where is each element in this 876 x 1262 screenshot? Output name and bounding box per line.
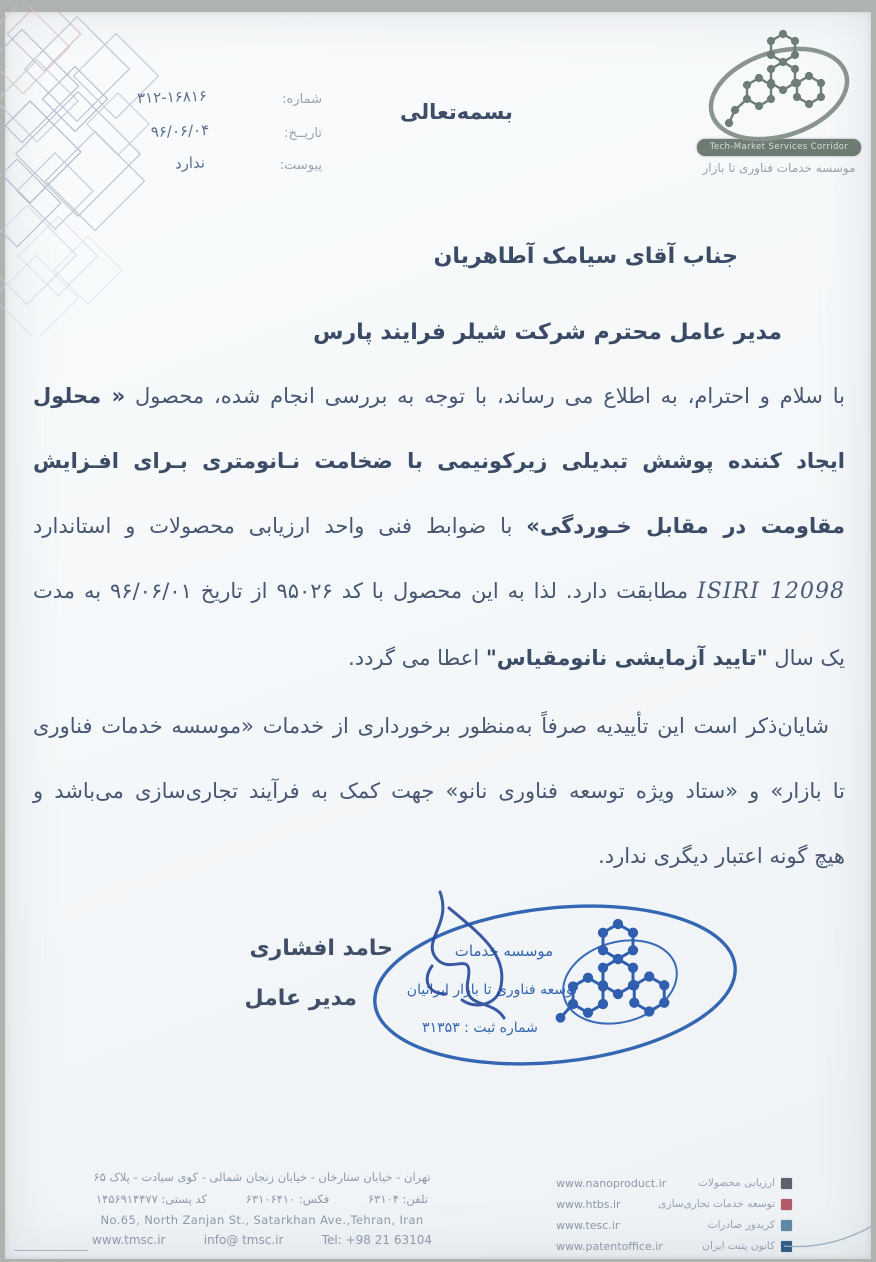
footer-contact-block xyxy=(92,1170,432,1247)
footer-link-url: www.nanoproduct.ir xyxy=(556,1176,667,1190)
ref-number-value: ۳۱۲-۱۶۸۱۶ xyxy=(136,86,208,108)
organization-logo xyxy=(693,26,865,175)
footer-web-line xyxy=(92,1233,432,1247)
footer-address-en: No.65, North Zanjan St., Satarkhan Ave.,Tehran, Iran xyxy=(100,1213,424,1227)
footer-fax: فکس: ۶۳۱۰۶۴۱۰ xyxy=(245,1192,330,1206)
official-stamp xyxy=(352,882,762,1077)
body-line-4: ISIRI 12098 مطابقت دارد. لذا به این محصول با کد ۹۵۰۲۶ از تاریخ ۹۶/۰۶/۰۱ به مدت xyxy=(33,579,845,604)
body-line-5: یک سال "تایید آزمایشی نانومقیاس" اعطا می گردد. xyxy=(348,646,845,670)
footer-telephone: Tel: +98 21 63104 xyxy=(321,1233,432,1247)
footer-link-url: www.tesc.ir xyxy=(556,1218,620,1232)
body-line-8: هیچ گونه اعتبار دیگری ندارد. xyxy=(598,844,845,868)
bullet-square-icon xyxy=(781,1178,792,1189)
recipient-title-line: مدیر عامل محترم شرکت شیلر فرایند پارس xyxy=(313,320,782,345)
footer-swoosh-line xyxy=(784,1222,876,1254)
footer-link-row xyxy=(556,1197,792,1211)
footer-link-label: ارزیابی محصولات xyxy=(698,1177,775,1189)
body-line-6: شایان‌ذکر است این تأییدیه صرفاً به‌منظور برخورداری از خدمات «موسسه خدمات فناوری xyxy=(33,714,829,738)
bullet-square-icon xyxy=(781,1199,792,1210)
attachment-value: ندارد xyxy=(174,153,206,173)
body-line-3: مقاومت در مقابل خـوردگی» با ضوابط فنی واحد ارزیابی محصولات و استاندارد xyxy=(33,514,845,538)
stamp-line-1: موسسه خدمات xyxy=(454,942,554,960)
footer-postal-code: کد پستی: ۱۴۵۶۹۱۴۴۷۷ xyxy=(96,1192,207,1206)
footer-link-row xyxy=(556,1218,792,1232)
footer-email: info@ tmsc.ir xyxy=(203,1233,284,1247)
ref-number-label: شماره: xyxy=(282,92,322,107)
footer-link-url: www.htbs.ir xyxy=(556,1197,621,1211)
besmele-heading: بسمه‌تعالی xyxy=(400,100,513,124)
footer-address-fa: تهران - خیابان ستارخان - خیابان زنجان شمالی - کوی سیادت - پلاک ۶۵ xyxy=(93,1170,431,1184)
footer-phone: تلفن: ۶۳۱۰۴ xyxy=(368,1192,428,1206)
attachment-label: پیوست: xyxy=(279,158,322,173)
footer-link-label: توسعه خدمات تجاری‌سازی xyxy=(658,1198,775,1210)
footer-links-block xyxy=(556,1176,792,1253)
signer-name: حامد افشاری xyxy=(249,936,393,961)
footer-link-url: www.patentoffice.ir xyxy=(556,1239,663,1253)
body-line-2: ایجاد کننده پوشش تبدیلی زیرکونیمی با ضخامت نـانومتری بـرای افـزایش xyxy=(33,449,845,473)
footer-left-rule xyxy=(14,1250,88,1251)
footer-link-row xyxy=(556,1239,792,1253)
body-line-7: تا بازار» و «ستاد ویژه توسعه فناوری نانو» جهت کمک به فرآیند تجاری‌سازی می‌باشد و xyxy=(33,779,845,803)
signer-title: مدیر عامل xyxy=(244,986,357,1011)
recipient-name-line: جناب آقای سیامک آطاهریان xyxy=(433,244,738,269)
footer-link-label: کانون پتنت ایران xyxy=(702,1240,775,1252)
footer-link-label: کریدور صادرات xyxy=(707,1219,775,1231)
stamp-line-2: توسعه فناوری تا بازار ایرانیان xyxy=(406,982,578,998)
logo-band-text: Tech-Market Services Corridor xyxy=(697,139,861,156)
body-line-1: با سلام و احترام، به اطلاع می رساند، با توجه به بررسی انجام شده، محصول « محلول xyxy=(33,384,845,408)
date-label: تاریــخ: xyxy=(284,126,322,141)
date-value: ۹۶/۰۶/۰۴ xyxy=(150,120,210,142)
stamp-line-3: شماره ثبت : ۳۱۳۵۳ xyxy=(422,1020,538,1036)
molecule-ellipse-icon xyxy=(699,26,859,144)
isiri-standard-ref: ISIRI 12098 xyxy=(697,579,845,604)
logo-caption: موسسه خدمات فناوری تا بازار xyxy=(702,161,856,175)
footer-website: www.tmsc.ir xyxy=(92,1233,166,1247)
footer-phone-line xyxy=(92,1192,432,1206)
footer-link-row xyxy=(556,1176,792,1190)
